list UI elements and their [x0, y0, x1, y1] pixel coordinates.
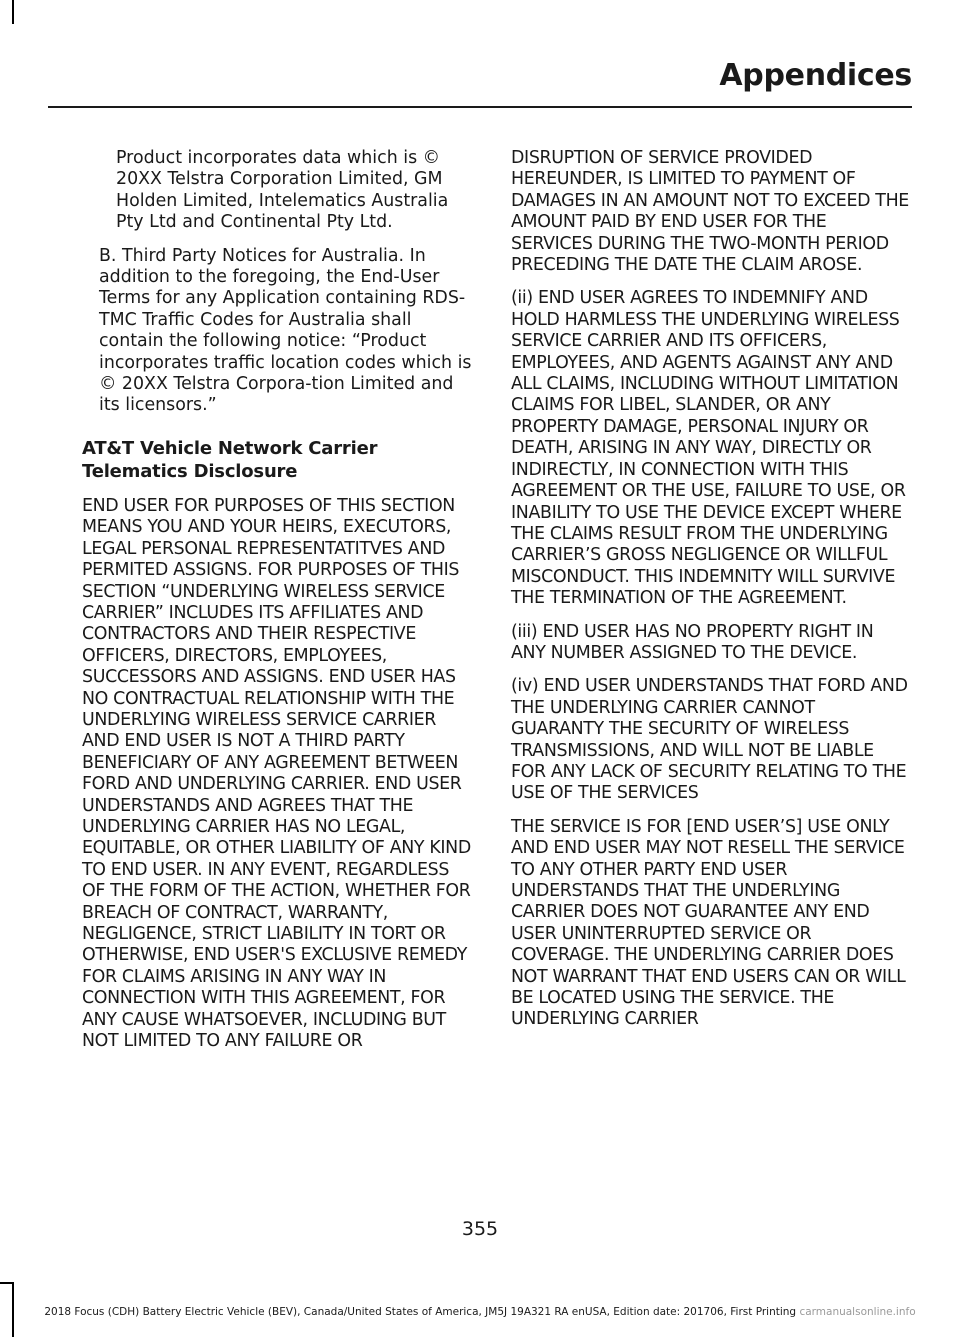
edition-text: 2018 Focus (CDH) Battery Electric Vehicle (BEV), Canada/United States of America, JM5J 19A321 RA enUSA, Edition date: 201706, First Printing [44, 1306, 797, 1318]
header-divider [48, 106, 912, 108]
right-column [511, 148, 909, 1043]
security-paragraph: (iv) END USER UNDERSTANDS THAT FORD AND THE UNDERLYING CARRIER CANNOT GUARANTY THE SECURITY OF WIRELESS TRANSMISSIONS, AND WILL NOT BE LIABLE FOR ANY LACK OF SECURITY RELATING TO THE USE OF THE SERVICES [511, 676, 908, 804]
property-right-paragraph: (iii) END USER HAS NO PROPERTY RIGHT IN ANY NUMBER ASSIGNED TO THE DEVICE. [511, 621, 874, 663]
end-user-definition-paragraph: END USER FOR PURPOSES OF THIS SECTION MEANS YOU AND YOUR HEIRS, EXECUTORS, LEGAL PERSONAL REPRESENTATITVES AND PERMITED ASSIGNS. FOR PURPOSES OF THIS SECTION “UNDERLYING WIRELESS SERVICE CARRIER” INCLUDES ITS AFFILIATES AND CONTRACTORS AND THEIR RESPECTIVE OFFICERS, DIRECTORS, EMPLOYEES, SUCCESSORS AND ASSIGNS. END USER HAS NO CONTRACTUAL RELATIONSHIP WITH THE UNDERLYING WIRELESS SERVICE CARRIER AND END USER IS NOT A THIRD PARTY BENEFICIARY OF ANY AGREEMENT BETWEEN FORD AND UNDERLYING CARRIER. END USER UNDERSTANDS AND AGREES THAT THE UNDERLYING CARRIER HAS NO LEGAL, EQUITABLE, OR OTHER LIABILITY OF ANY KIND TO END USER. IN ANY EVENT, REGARDLESS OF THE FORM OF THE ACTION, WHETHER FOR BREACH OF CONTRACT, WARRANTY, NEGLIGENCE, STRICT LIABILITY IN TORT OR OTHERWISE, END USER'S EXCLUSIVE REMEDY FOR CLAIMS ARISING IN ANY WAY IN CONNECTION WITH THIS AGREEMENT, FOR ANY CAUSE WHATSOEVER, INCLUDING BUT NOT LIMITED TO ANY FAILURE OR [82, 495, 471, 1052]
left-column [82, 148, 474, 1064]
third-party-notice-paragraph: B. Third Party Notices for Australia. In addition to the foregoing, the End-User Terms for any Application containing RDS-TMC Traffic Codes for Australia shall contain the following notice: “Product incorporates traffic location codes which is © 20XX Telstra Corpora-tion Limited and its licensors.” [99, 245, 472, 416]
telstra-notice-paragraph: Product incorporates data which is © 20XX Telstra Corporation Limited, GM Holden Limited, Intelematics Australia Pty Ltd and Continental Pty Ltd. [116, 148, 449, 233]
disruption-paragraph: DISRUPTION OF SERVICE PROVIDED HEREUNDER, IS LIMITED TO PAYMENT OF DAMAGES IN AN AMOUNT NOT TO EXCEED THE AMOUNT PAID BY END USER FOR THE SERVICES DURING THE TWO-MONTH PERIOD PRECEDING THE DATE THE CLAIM AROSE. [511, 148, 909, 276]
crop-mark-top-left [12, 0, 14, 24]
resell-paragraph: THE SERVICE IS FOR [END USER’S] USE ONLY AND END USER MAY NOT RESELL THE SERVICE TO ANY OTHER PARTY END USER UNDERSTANDS THAT THE UNDERLYING CARRIER DOES NOT GUARANTEE ANY END USER UNINTERRUPTED SERVICE OR COVERAGE. THE UNDERLYING CARRIER DOES NOT WARRANT THAT END USERS CAN OR WILL BE LOCATED USING THE SERVICE. THE UNDERLYING CARRIER [511, 816, 906, 1030]
watermark: carmanualsonline.info [799, 1306, 916, 1318]
page-title: Appendices [719, 58, 912, 93]
crop-mark-bottom-left-horizontal [0, 1282, 14, 1284]
page-number: 355 [461, 1218, 499, 1240]
edition-footer [0, 1306, 960, 1318]
section-heading: AT&T Vehicle Network Carrier Telematics Disclosure [82, 437, 378, 482]
indemnify-paragraph: (ii) END USER AGREES TO INDEMNIFY AND HOLD HARMLESS THE UNDERLYING WIRELESS SERVICE CARRIER AND ITS OFFICERS, EMPLOYEES, AND AGENTS AGAINST ANY AND ALL CLAIMS, INCLUDING WITHOUT LIMITATION CLAIMS FOR LIBEL, SLANDER, OR ANY PROPERTY DAMAGE, PERSONAL INJURY OR DEATH, ARISING IN ANY WAY, DIRECTLY OR INDIRECTLY, IN CONNECTION WITH THIS AGREEMENT OR THE USE, FAILURE TO USE, OR INABILITY TO USE THE DEVICE EXCEPT WHERE THE CLAIMS RESULT FROM THE UNDERLYING CARRIER’S GROSS NEGLIGENCE OR WILLFUL MISCONDUCT. THIS INDEMNITY WILL SURVIVE THE TERMINATION OF THE AGREEMENT. [511, 288, 906, 609]
